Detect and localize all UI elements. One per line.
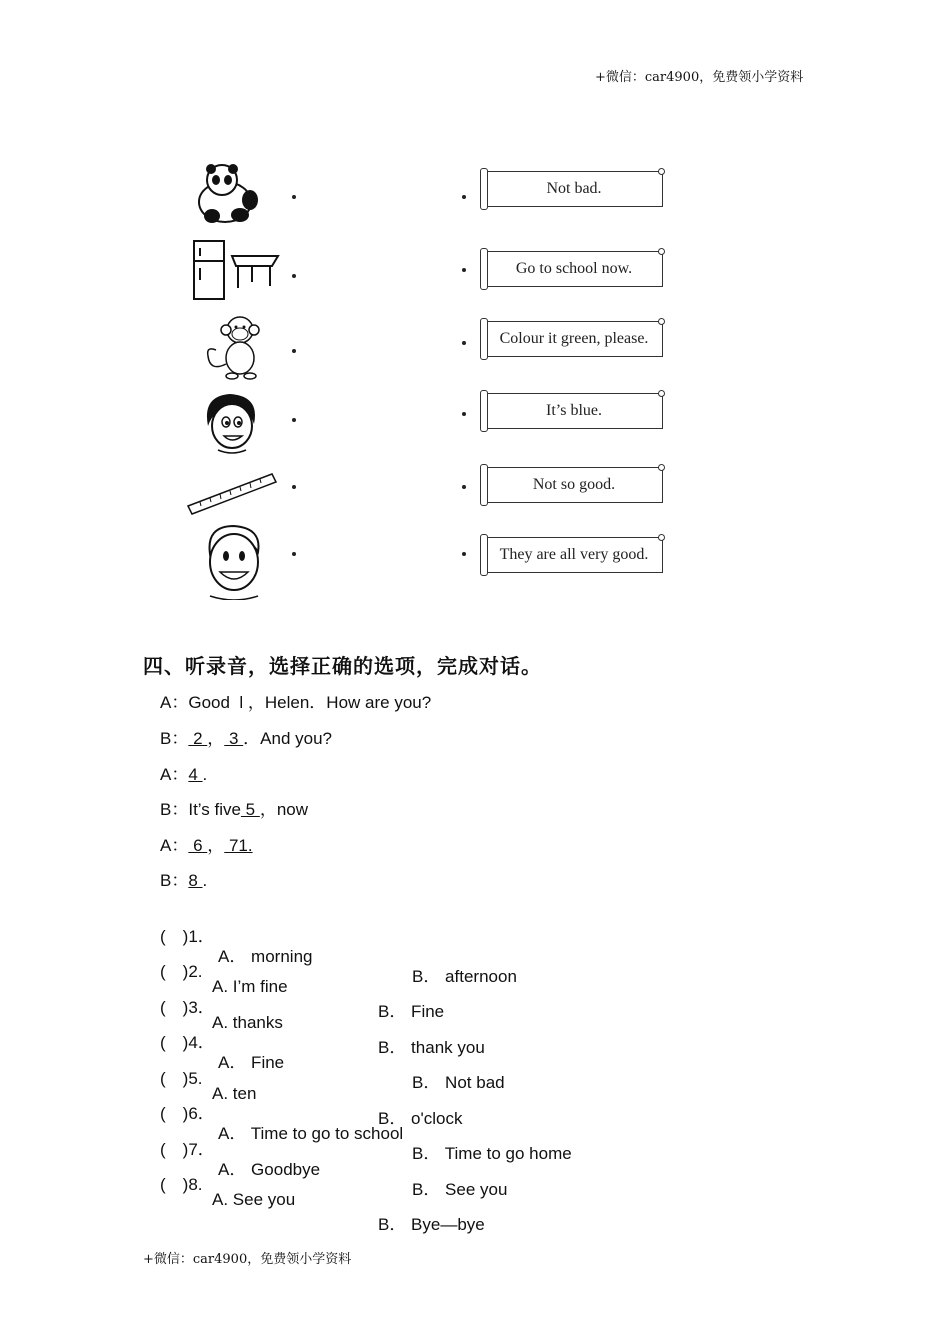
text: It’s five [188, 800, 241, 819]
scroll-curl [658, 534, 665, 541]
phrase-text: It’s blue. [486, 393, 663, 429]
dialogue-line [160, 760, 207, 785]
scroll-roll [480, 248, 488, 290]
monkey-picture [180, 312, 280, 382]
scroll-curl [658, 248, 665, 255]
phrase-scroll [480, 168, 665, 208]
scroll-curl [658, 390, 665, 397]
option-a[interactable]: A． Fine [218, 1053, 285, 1072]
option-b[interactable]: B． Fine [378, 1002, 445, 1021]
speaker: A： [160, 765, 189, 784]
scroll-roll [480, 464, 488, 506]
panda-picture [180, 160, 280, 230]
scroll-curl [658, 318, 665, 325]
left-dot[interactable] [292, 485, 296, 489]
blank[interactable]: 4 [188, 765, 203, 784]
left-dot[interactable] [292, 349, 296, 353]
blank[interactable]: 6 [188, 836, 208, 855]
speaker: B： [160, 800, 189, 819]
right-dot[interactable] [462, 268, 466, 272]
question-number: ( )8. [160, 1175, 208, 1194]
phrase-scroll [480, 464, 665, 504]
blank[interactable]: 71. [224, 836, 253, 855]
question-number: ( )1． [160, 927, 215, 946]
blank[interactable]: 8 [188, 871, 203, 890]
blank[interactable]: l [234, 693, 248, 712]
speaker: B： [160, 871, 189, 890]
scroll-roll [480, 390, 488, 432]
right-dot[interactable] [462, 552, 466, 556]
option-a[interactable]: A. I’m fine [212, 977, 288, 996]
left-dot[interactable] [292, 195, 296, 199]
scroll-curl [658, 168, 665, 175]
option-a[interactable]: A. ten [212, 1084, 257, 1103]
right-dot[interactable] [462, 485, 466, 489]
phrase-scroll [480, 534, 665, 574]
right-dot[interactable] [462, 341, 466, 345]
scroll-roll [480, 168, 488, 210]
right-dot[interactable] [462, 412, 466, 416]
option-b[interactable]: B． See you [412, 1180, 508, 1199]
scroll-roll [480, 318, 488, 360]
question-number: ( )7． [160, 1140, 215, 1159]
dialogue-line [160, 688, 431, 713]
speaker: A： [160, 693, 189, 712]
phrase-text: Colour it green, please. [486, 321, 663, 357]
speaker: B： [160, 729, 189, 748]
phrase-text: Go to school now. [486, 251, 663, 287]
girl-picture [180, 390, 280, 460]
option-b[interactable]: B． Time to go home [412, 1144, 572, 1163]
text: ， [207, 729, 225, 748]
boy-picture [180, 520, 280, 600]
text: ， [207, 836, 225, 855]
option-b[interactable]: B． o'clock [378, 1109, 463, 1128]
text: . [202, 871, 208, 890]
phrase-text: Not bad. [486, 171, 663, 207]
option-a[interactable]: A． Goodbye [218, 1160, 321, 1179]
matching-exercise [180, 150, 690, 610]
option-b[interactable]: B． Bye—bye [378, 1215, 485, 1234]
question-number: ( )5. [160, 1069, 208, 1088]
text: ，Helen．How are you? [247, 693, 432, 712]
question-number: ( )2. [160, 962, 208, 981]
speaker: A： [160, 836, 189, 855]
phrase-scroll [480, 248, 665, 288]
dialogue-line [160, 795, 308, 820]
phrase-text: Not so good. [486, 467, 663, 503]
right-dot[interactable] [462, 195, 466, 199]
text: ，now [259, 800, 309, 819]
fridge-table-picture [180, 236, 280, 306]
left-dot[interactable] [292, 418, 296, 422]
dialogue-line [160, 724, 332, 749]
header-note: +微信：car4900，免费领小学资料 [595, 70, 804, 85]
question-number: ( )4． [160, 1033, 215, 1052]
text: Good [188, 693, 235, 712]
phrase-scroll [480, 390, 665, 430]
text: ．And you? [243, 729, 332, 748]
left-dot[interactable] [292, 274, 296, 278]
scroll-roll [480, 534, 488, 576]
text: . [202, 765, 208, 784]
section-title: 四、听录音，选择正确的选项，完成对话。 [143, 654, 542, 678]
phrase-scroll [480, 318, 665, 358]
option-a[interactable]: A． Time to go to school [218, 1124, 404, 1143]
blank[interactable]: 2 [188, 729, 208, 748]
phrase-text: They are all very good. [486, 537, 663, 573]
option-a[interactable]: A. See you [212, 1190, 296, 1209]
blank[interactable]: 5 [240, 800, 260, 819]
left-dot[interactable] [292, 552, 296, 556]
dialogue-line [160, 831, 253, 856]
option-b[interactable]: B． thank you [378, 1038, 485, 1057]
dialogue-line [160, 866, 207, 891]
option-b[interactable]: B． Not bad [412, 1073, 505, 1092]
question-number: ( )3． [160, 998, 215, 1017]
option-a[interactable]: A. thanks [212, 1013, 283, 1032]
option-a[interactable]: A． morning [218, 947, 313, 966]
footer-note: +微信：car4900，免费领小学资料 [143, 1252, 352, 1267]
option-b[interactable]: B． afternoon [412, 967, 517, 986]
blank[interactable]: 3 [224, 729, 244, 748]
question-number: ( )6． [160, 1104, 215, 1123]
scroll-curl [658, 464, 665, 471]
